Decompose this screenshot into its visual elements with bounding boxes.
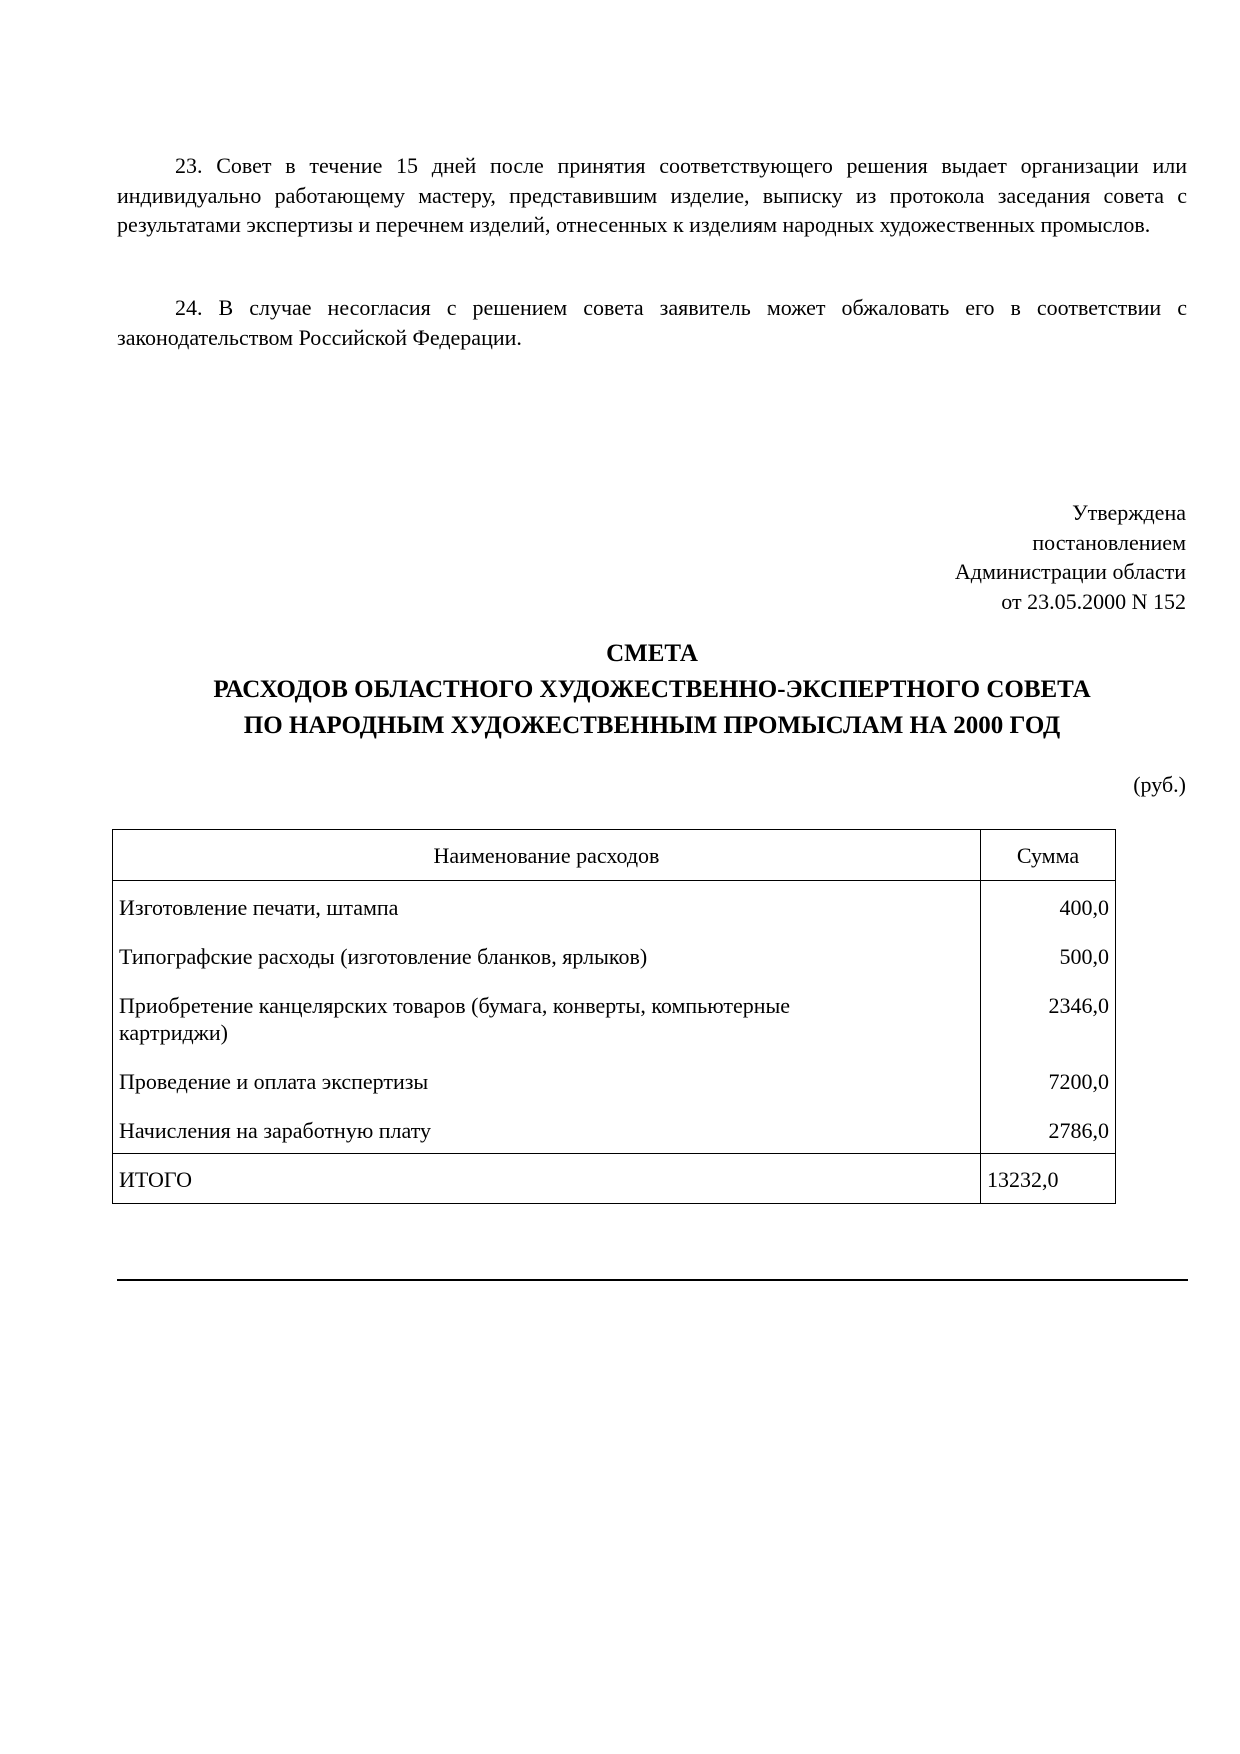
row-sum: 500,0 xyxy=(981,930,1116,979)
document-title xyxy=(117,636,1187,744)
paragraph-23 xyxy=(117,151,1187,240)
table-row xyxy=(113,1055,1116,1104)
row-name: Проведение и оплата экспертизы xyxy=(113,1055,981,1104)
row-name: Приобретение канцелярских товаров (бумага, конверты, компьютерные картриджи) xyxy=(113,979,981,1055)
title-line: ПО НАРОДНЫМ ХУДОЖЕСТВЕННЫМ ПРОМЫСЛАМ НА 2000 ГОД xyxy=(243,712,1061,739)
currency-unit: (руб.) xyxy=(1133,772,1186,797)
row-name: Типографские расходы (изготовление бланков, ярлыков) xyxy=(113,930,981,979)
row-sum: 7200,0 xyxy=(981,1055,1116,1104)
divider-line xyxy=(117,1279,1188,1281)
row-sum: 2786,0 xyxy=(981,1104,1116,1154)
table-row xyxy=(113,930,1116,979)
approval-line: постановлением xyxy=(1032,529,1186,555)
approval-block xyxy=(955,498,1186,616)
total-row xyxy=(113,1154,1116,1204)
row-name: Начисления на заработную плату xyxy=(113,1104,981,1154)
row-sum: 2346,0 xyxy=(981,979,1116,1055)
title-line: СМЕТА xyxy=(606,640,698,667)
row-sum: 400,0 xyxy=(981,881,1116,931)
total-sum: 13232,0 xyxy=(981,1154,1116,1204)
title-line: РАСХОДОВ ОБЛАСТНОГО ХУДОЖЕСТВЕННО-ЭКСПЕРТНОГО СОВЕТА xyxy=(213,676,1091,703)
approval-line: от 23.05.2000 N 152 xyxy=(1001,588,1186,614)
paragraph-24 xyxy=(117,293,1187,352)
expense-table xyxy=(112,829,1116,1204)
table-row xyxy=(113,881,1116,931)
approval-line: Администрации области xyxy=(954,559,1186,584)
table-row xyxy=(113,979,1116,1055)
row-name: Изготовление печати, штампа xyxy=(113,881,981,931)
header-name: Наименование расходов xyxy=(113,830,981,881)
table-header-row xyxy=(113,830,1116,881)
approval-line: Утверждена xyxy=(1072,500,1186,525)
total-label: ИТОГО xyxy=(113,1154,981,1204)
header-sum: Сумма xyxy=(981,830,1116,881)
paragraph-text: 23. Совет в течение 15 дней после принятия соответствующего решения выдает организации или индивидуально работающему мастеру, представившим изделие, выписку из протокола заседания совета с результатами экспертизы и перечнем изделий, отнесенных к изделиям народных художественных промыслов. xyxy=(117,153,1187,237)
table-row xyxy=(113,1104,1116,1154)
paragraph-text: 24. В случае несогласия с решением совета заявитель может обжаловать его в соответствии с законодательством Российской Федерации. xyxy=(117,295,1187,350)
